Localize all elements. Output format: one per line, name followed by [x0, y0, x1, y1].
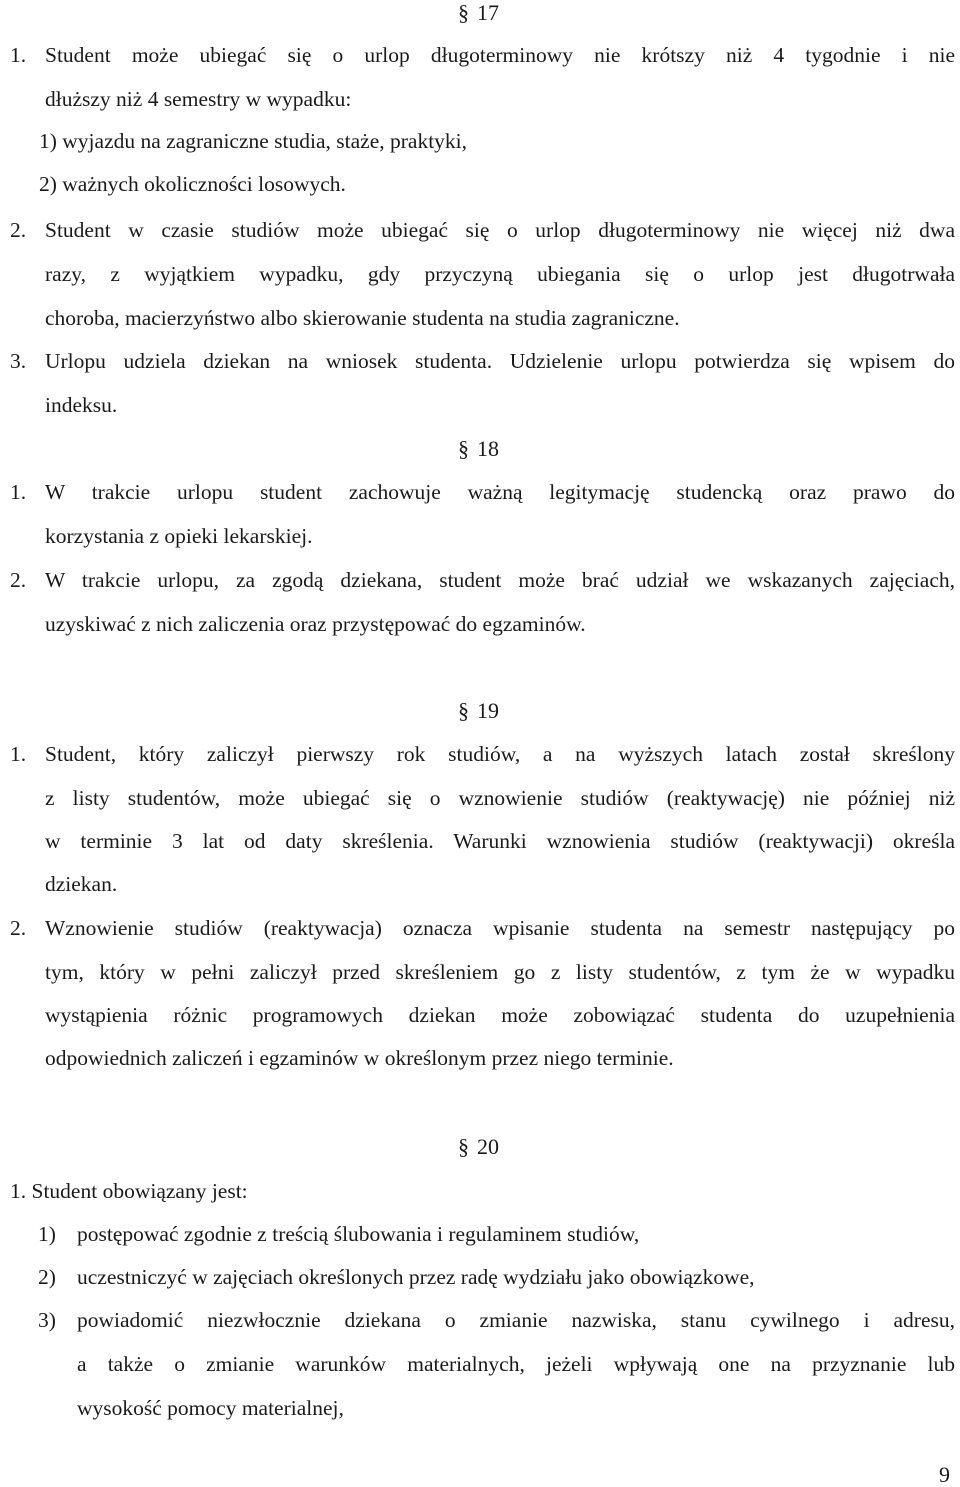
- item-marker: 2.: [10, 916, 27, 940]
- list-subitem: 1) wyjazdu na zagraniczne studia, staże, praktyki,: [39, 129, 468, 153]
- paragraph-line: w terminie 3 lat od daty skreślenia. Warunki wznowienia studiów (reaktywacji) określa: [45, 829, 955, 853]
- section-intro: 1. Student obowiązany jest:: [10, 1179, 248, 1203]
- paragraph-line: tym, który w pełni zaliczył przed skreśleniem go z listy studentów, z tym że w wypadku: [45, 960, 955, 984]
- list-subitem: uczestniczyć w zajęciach określonych przez radę wydziału jako obowiązkowe,: [77, 1265, 755, 1289]
- paragraph-line: choroba, macierzyństwo albo skierowanie studenta na studia zagraniczne.: [45, 306, 680, 330]
- item-marker: 2.: [10, 568, 27, 592]
- item-marker: 1.: [10, 742, 27, 766]
- subitem-marker: 2): [38, 1265, 56, 1289]
- paragraph-line: razy, z wyjątkiem wypadku, gdy przyczyną ubiegania się o urlop jest długotrwała: [45, 262, 955, 286]
- page-number: 9: [939, 1462, 950, 1487]
- list-subitem: postępować zgodnie z treścią ślubowania i regulaminem studiów,: [77, 1222, 640, 1246]
- paragraph-line: W trakcie urlopu student zachowuje ważną legitymację studencką oraz prawo do: [45, 480, 955, 504]
- list-subitem: wysokość pomocy materialnej,: [77, 1396, 344, 1420]
- item-marker: 1.: [10, 43, 27, 67]
- paragraph-line: W trakcie urlopu, za zgodą dziekana, student może brać udział we wskazanych zajęciach,: [45, 568, 955, 592]
- paragraph-line: korzystania z opieki lekarskiej.: [45, 524, 313, 548]
- paragraph-line: Student w czasie studiów może ubiegać się o urlop długoterminowy nie więcej niż dwa: [45, 218, 955, 242]
- list-subitem: a także o zmianie warunków materialnych, jeżeli wpływają one na przyznanie lub: [77, 1352, 955, 1376]
- paragraph-line: dłuższy niż 4 semestry w wypadku:: [45, 87, 352, 111]
- item-marker: 1.: [10, 480, 27, 504]
- section-number: 20: [477, 1134, 499, 1159]
- item-marker: 3.: [10, 349, 27, 373]
- section-number: 18: [477, 436, 499, 461]
- section-number: 17: [477, 0, 499, 25]
- section-heading-18: [458, 438, 499, 460]
- paragraph-line: Student, który zaliczył pierwszy rok studiów, a na wyższych latach został skreślony: [45, 742, 955, 766]
- list-subitem: 2) ważnych okoliczności losowych.: [39, 172, 346, 196]
- section-symbol: §: [458, 698, 469, 723]
- section-symbol: §: [458, 1134, 469, 1159]
- paragraph-line: z listy studentów, może ubiegać się o wznowienie studiów (reaktywację) nie później niż: [45, 786, 955, 810]
- subitem-marker: 1): [38, 1222, 56, 1246]
- section-number: 19: [477, 698, 499, 723]
- paragraph-line: indeksu.: [45, 393, 118, 417]
- section-heading-19: [458, 700, 499, 722]
- paragraph-line: uzyskiwać z nich zaliczenia oraz przystępować do egzaminów.: [45, 612, 586, 636]
- subitem-marker: 3): [38, 1308, 56, 1332]
- paragraph-line: wystąpienia różnic programowych dziekan może zobowiązać studenta do uzupełnienia: [45, 1003, 955, 1027]
- section-symbol: §: [458, 0, 469, 25]
- paragraph-line: dziekan.: [45, 872, 118, 896]
- paragraph-line: Wznowienie studiów (reaktywacja) oznacza wpisanie studenta na semestr następujący po: [45, 916, 955, 940]
- section-heading-20: [458, 1136, 499, 1158]
- section-heading-17: [458, 2, 499, 24]
- section-symbol: §: [458, 436, 469, 461]
- paragraph-line: Urlopu udziela dziekan na wniosek studenta. Udzielenie urlopu potwierdza się wpisem do: [45, 349, 955, 373]
- list-subitem: powiadomić niezwłocznie dziekana o zmianie nazwiska, stanu cywilnego i adresu,: [77, 1308, 955, 1332]
- item-marker: 2.: [10, 218, 27, 242]
- paragraph-line: Student może ubiegać się o urlop długoterminowy nie krótszy niż 4 tygodnie i nie: [45, 43, 955, 67]
- paragraph-line: odpowiednich zaliczeń i egzaminów w określonym przez niego terminie.: [45, 1046, 674, 1070]
